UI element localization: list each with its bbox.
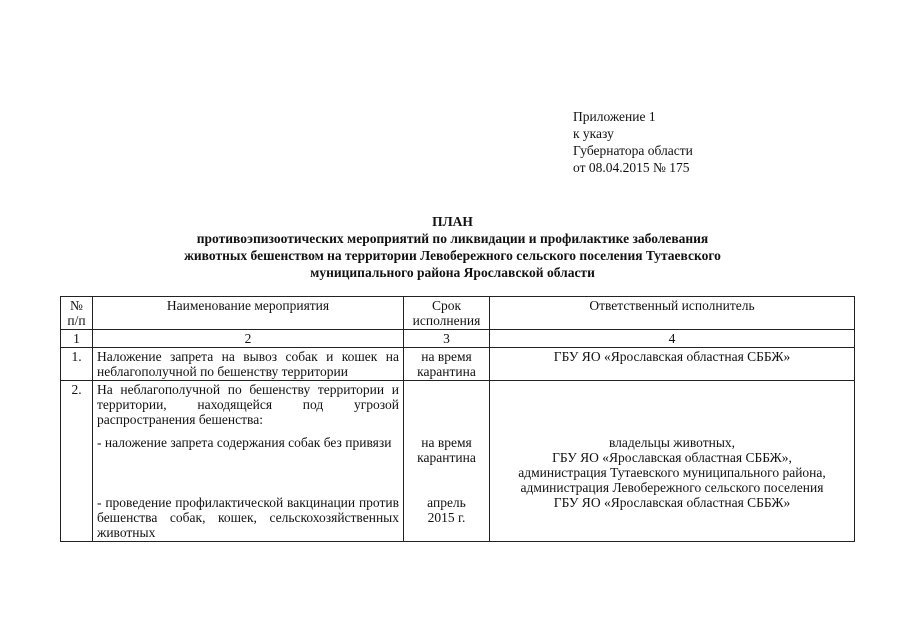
row-activity: [93, 381, 404, 542]
title-line: муниципального района Ярославской области: [310, 265, 595, 280]
header-executor: Ответственный исполнитель: [490, 297, 855, 330]
header-name: Наименование мероприятия: [93, 297, 404, 330]
row-number: 2.: [61, 381, 93, 542]
appendix-line: от 08.04.2015 № 175: [573, 160, 690, 175]
document-title: [100, 213, 805, 281]
row-number: 1.: [61, 348, 93, 381]
header-term: Срок исполнения: [404, 297, 490, 330]
appendix-block: [573, 108, 693, 176]
header-num: № п/п: [61, 297, 93, 330]
row-executor: ГБУ ЯО «Ярославская областная СББЖ»: [490, 348, 855, 381]
column-number: 4: [490, 330, 855, 348]
table-header-row: [61, 297, 855, 330]
appendix-line: к указу: [573, 126, 614, 141]
plan-table: [60, 296, 855, 542]
row-term: на время карантина апрель 2015 г.: [404, 381, 490, 542]
row-executor: владельцы животных, ГБУ ЯО «Ярославская областная СББЖ», администрация Тутаевского муниципального района, администрация Левобережного сельского поселения ГБУ ЯО «Ярославская областная СББЖ»: [490, 381, 855, 542]
activity-intro: На неблагополучной по бешенству территории и территории, находящейся под угрозой распространения бешенства:: [97, 382, 399, 427]
table-row: [61, 348, 855, 381]
title-line: животных бешенством на территории Левобережного сельского поселения Тутаевского: [184, 248, 721, 263]
appendix-line: Приложение 1: [573, 109, 656, 124]
appendix-line: Губернатора области: [573, 143, 693, 158]
title-heading: ПЛАН: [432, 214, 473, 229]
activity-item: - наложение запрета содержания собак без привязи: [97, 435, 392, 450]
row-term: на время карантина: [404, 348, 490, 381]
table-row: [61, 381, 855, 542]
row-activity: Наложение запрета на вывоз собак и кошек на неблагополучной по бешенству территории: [93, 348, 404, 381]
column-number: 3: [404, 330, 490, 348]
title-line: противоэпизоотических мероприятий по ликвидации и профилактике заболевания: [196, 231, 709, 246]
column-number: 2: [93, 330, 404, 348]
column-number-row: [61, 330, 855, 348]
column-number: 1: [61, 330, 93, 348]
activity-item: - проведение профилактической вакцинации против бешенства собак, кошек, сельскохозяйственных животных: [97, 495, 399, 540]
